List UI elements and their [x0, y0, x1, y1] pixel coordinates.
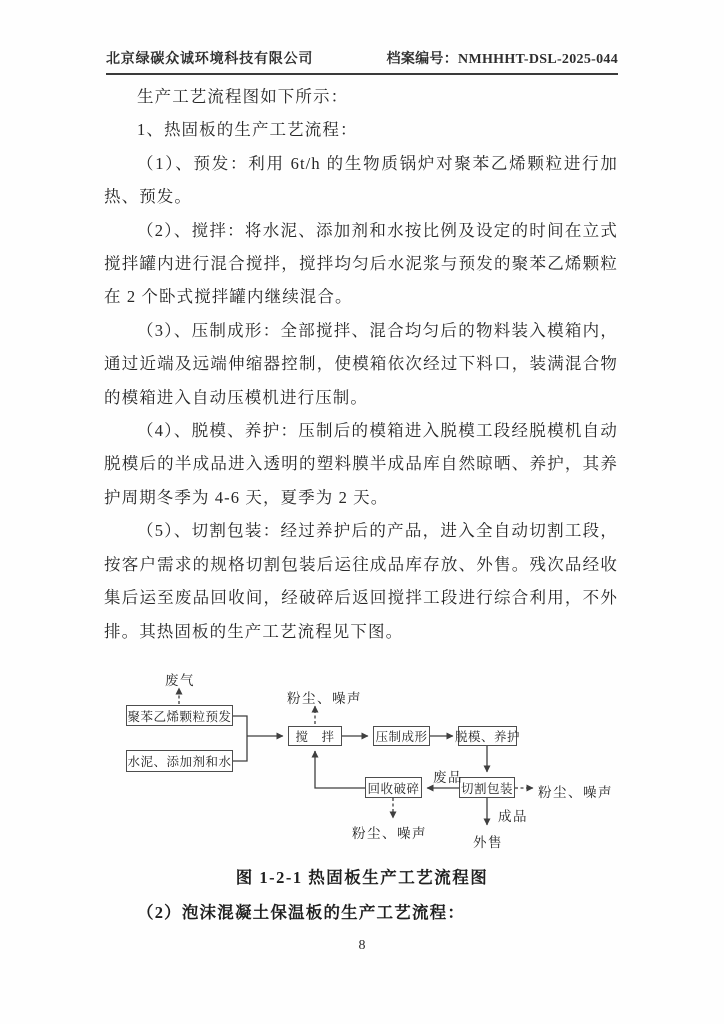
line-feed-junction	[233, 716, 247, 761]
label-dust-noise-right: 粉尘、噪声	[538, 785, 613, 800]
body-text	[104, 80, 618, 648]
paragraph-step-1: （1）、预发：利用 6t/h 的生物质锅炉对聚苯乙烯颗粒进行加热、预发。	[104, 153, 618, 207]
line-recycle-loop	[315, 751, 365, 788]
flow-box-pre-expansion: 聚苯乙烯颗粒预发	[126, 705, 233, 726]
label-finished-product: 成品	[498, 809, 528, 824]
page-number: 8	[358, 938, 366, 953]
label-dust-noise-top: 粉尘、噪声	[287, 691, 362, 706]
paragraph-step-4: （4）、脱模、养护：压制后的模箱进入脱模工段经脱模机自动脱模后的半成品进入透明的塑料膜半成品库自然晾晒、养护，其养护周期冬季为 4-6 天，夏季为 2 天。	[104, 421, 618, 507]
paragraph-step-3: （3）、压制成形：全部搅拌、混合均匀后的物料装入模箱内，通过近端及远端伸缩器控制，使模箱依次经过下料口，装满混合物的模箱进入自动压模机进行压制。	[104, 320, 618, 407]
label-dust-noise-bottom: 粉尘、噪声	[352, 826, 427, 841]
flow-box-press-forming: 压制成形	[373, 726, 430, 746]
page-header	[106, 48, 618, 75]
next-section-heading: （2）泡沫混凝土保温板的生产工艺流程：	[137, 903, 466, 922]
archive-number-label: 档案编号：	[386, 52, 459, 67]
flow-box-stir: 搅 拌	[288, 726, 342, 746]
flow-box-cut-packaging: 切割包装	[459, 777, 515, 798]
process-flowchart	[95, 655, 670, 860]
label-scrap: 废品	[433, 770, 463, 785]
paragraph-step-5: （5）、切割包装：经过养护后的产品，进入全自动切割工段，按客户需求的规格切割包装后运往成品库存放、外售。残次品经收集后运至废品回收间，经破碎后返回搅拌工段进行综合利用，不外排。其热固板的生产工艺流程见下图。	[104, 521, 618, 641]
paragraph-step-2: （2）、搅拌：将水泥、添加剂和水按比例及设定的时间在立式搅拌罐内进行混合搅拌，搅拌均匀后水泥浆与预发的聚苯乙烯颗粒在 2 个卧式搅拌罐内继续混合。	[104, 220, 618, 307]
label-waste-gas: 废气	[165, 673, 195, 688]
flow-box-demold-curing: 脱模、养护	[458, 726, 517, 746]
flow-box-materials: 水泥、添加剂和水	[126, 750, 233, 772]
figure-caption: 图 1-2-1 热固板生产工艺流程图	[235, 868, 489, 887]
archive-number-value: NMHHHT-DSL-2025-044	[458, 52, 618, 67]
paragraph-section-1: 1、热固板的生产工艺流程：	[137, 120, 358, 140]
company-name: 北京绿碳众诚环境科技有限公司	[106, 52, 314, 67]
flow-box-recycle-crush: 回收破碎	[365, 777, 422, 798]
paragraph-intro: 生产工艺流程图如下所示：	[137, 87, 349, 106]
label-external-sale: 外售	[473, 835, 503, 850]
archive-number	[387, 48, 618, 68]
